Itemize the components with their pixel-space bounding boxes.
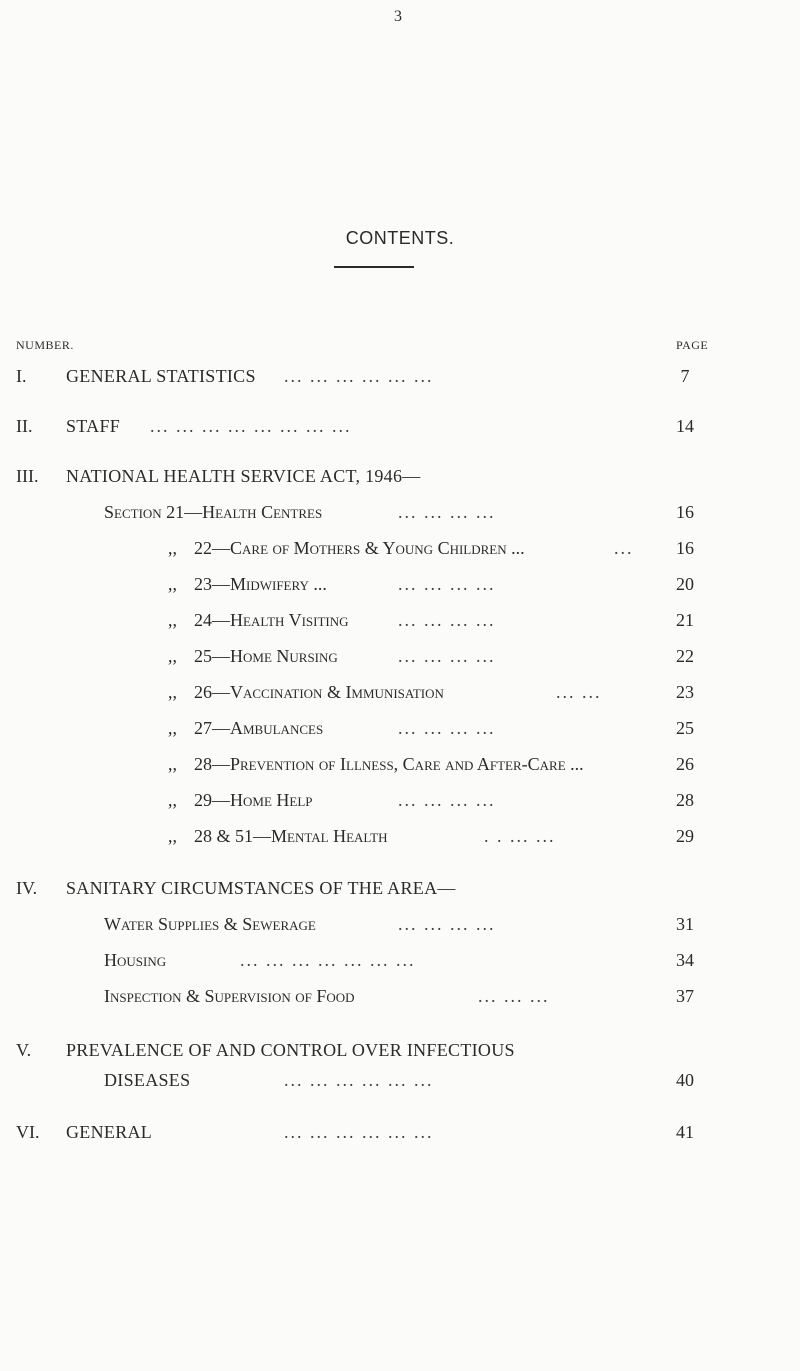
leader-dots: ... ... ... ... (398, 790, 496, 810)
entry-label: Housing (104, 950, 167, 970)
page-number: 3 (394, 8, 402, 25)
toc-entry (0, 790, 800, 814)
toc-section (0, 878, 800, 902)
page-ref: 14 (676, 416, 694, 436)
entry-label: Inspection & Supervision of Food (104, 986, 355, 1006)
page-ref: 16 (676, 502, 694, 522)
toc-entry (0, 646, 800, 670)
section-numeral: III. (16, 466, 39, 486)
leader-dots: ... ... ... ... (398, 574, 496, 594)
entry-label: Water Supplies & Sewerage (104, 914, 316, 934)
leader-dots: ... ... ... ... ... ... ... (240, 950, 416, 970)
page-ref: 21 (676, 610, 694, 630)
entry-label: 27—Ambulances (194, 718, 324, 738)
toc-entry (0, 502, 800, 526)
page-ref: 28 (676, 790, 694, 810)
leader-dots: ... ... (556, 682, 602, 702)
toc-section (0, 366, 800, 390)
toc-entry (0, 826, 800, 850)
page-ref: 31 (676, 914, 694, 934)
entry-label: 22—Care of Mothers & Young Children ... (194, 538, 525, 558)
section-numeral: V. (16, 1040, 32, 1060)
entry-label: 26—Vaccination & Immunisation (194, 682, 444, 702)
page-ref: 37 (676, 986, 694, 1006)
ditto-mark: ,, (168, 610, 177, 630)
ditto-mark: ,, (168, 826, 177, 846)
page-ref: 25 (676, 718, 694, 738)
page-ref: 22 (676, 646, 694, 666)
ditto-mark: ,, (168, 682, 177, 702)
page-ref: 26 (676, 754, 694, 774)
toc-section-continuation (0, 1070, 800, 1094)
toc-entry (0, 538, 800, 562)
section-title: STAFF (66, 416, 121, 436)
section-title-line2: DISEASES (104, 1070, 191, 1090)
toc-section (0, 466, 800, 490)
entry-label: 29—Home Help (194, 790, 313, 810)
section-title: SANITARY CIRCUMSTANCES OF THE AREA— (66, 878, 456, 898)
page-ref: 34 (676, 950, 694, 970)
section-numeral: I. (16, 366, 27, 386)
page-title: CONTENTS. (345, 228, 455, 248)
entry-label: 23—Midwifery ... (194, 574, 327, 594)
leader-dots: ... ... ... ... ... ... (284, 366, 434, 386)
toc-entry (0, 718, 800, 742)
leader-dots: ... ... ... ... (398, 914, 496, 934)
entry-label: 28—Prevention of Illness, Care and After-Care ... (194, 754, 584, 774)
section-title: GENERAL STATISTICS (66, 366, 256, 386)
title-divider (334, 266, 414, 268)
toc-entry (0, 914, 800, 938)
ditto-mark: ,, (168, 574, 177, 594)
entry-label: 25—Home Nursing (194, 646, 338, 666)
entry-label: 24—Health Visiting (194, 610, 349, 630)
leader-dots: ... ... ... ... (398, 646, 496, 666)
header-page-label: PAGE (676, 338, 709, 352)
ditto-mark: ,, (168, 538, 177, 558)
section-title: PREVALENCE OF AND CONTROL OVER INFECTIOUS (66, 1040, 515, 1060)
ditto-mark: ,, (168, 646, 177, 666)
leader-dots: ... ... ... ... (398, 610, 496, 630)
toc-entry (0, 610, 800, 634)
page-ref: 20 (676, 574, 694, 594)
leader-dots: ... (614, 538, 634, 558)
toc-entry (0, 574, 800, 598)
section-numeral: VI. (16, 1122, 40, 1142)
section-numeral: II. (16, 416, 33, 436)
section-title: GENERAL (66, 1122, 153, 1142)
toc-entry (0, 682, 800, 706)
leader-dots: ... ... ... ... ... ... (284, 1070, 434, 1090)
leader-dots: ... ... ... ... ... ... (284, 1122, 434, 1142)
page-ref: 23 (676, 682, 694, 702)
entry-label: Section 21—Health Centres (104, 502, 323, 522)
toc-entry (0, 754, 800, 778)
ditto-mark: ,, (168, 718, 177, 738)
header-number-label: NUMBER. (16, 338, 74, 352)
page-ref: 40 (676, 1070, 694, 1090)
leader-dots: ... ... ... ... ... ... ... ... (150, 416, 352, 436)
page-ref: 16 (676, 538, 694, 558)
section-title: NATIONAL HEALTH SERVICE ACT, 1946— (66, 466, 421, 486)
toc-entry (0, 950, 800, 974)
page-ref: 7 (680, 366, 690, 386)
leader-dots: ... ... ... ... (398, 718, 496, 738)
toc-section (0, 416, 800, 440)
toc-section (0, 1040, 800, 1064)
page-ref: 29 (676, 826, 694, 846)
leader-dots: ... ... ... (478, 986, 550, 1006)
entry-label: 28 & 51—Mental Health (194, 826, 388, 846)
toc-section (0, 1122, 800, 1146)
section-numeral: IV. (16, 878, 38, 898)
page-ref: 41 (676, 1122, 694, 1142)
ditto-mark: ,, (168, 754, 177, 774)
leader-dots: ... ... ... ... (398, 502, 496, 522)
leader-dots: . . ... ... (484, 826, 556, 846)
toc-entry (0, 986, 800, 1010)
ditto-mark: ,, (168, 790, 177, 810)
